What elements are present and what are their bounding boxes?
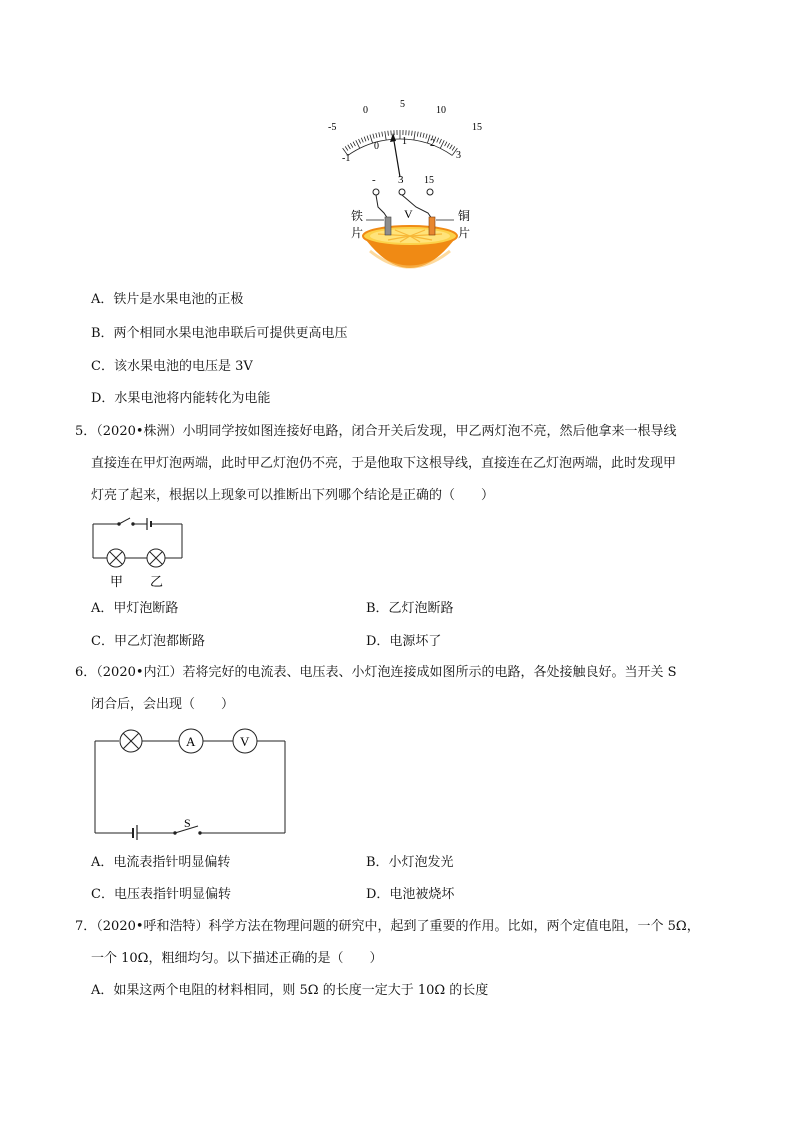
question-7-line-1: 7．（2020•呼和浩特）科学方法在物理问题的研究中，起到了重要的作用。比如，两个定值电阻，一个 5Ω， [75, 919, 700, 934]
scale-tick [450, 145, 453, 149]
scale-tick [361, 138, 363, 143]
iron-plate-label: 铁 [351, 209, 364, 223]
iron-plate [385, 217, 391, 235]
scale-label-top: 15 [472, 122, 482, 133]
lamp-label-jia: 甲 [110, 574, 124, 589]
question-5-line-3: 灯亮了起来，根据以上现象可以推断出下列哪个结论是正确的（ ） [91, 488, 495, 503]
scale-tick [388, 131, 389, 136]
option-c: C．该水果电池的电压是 3V [91, 359, 253, 374]
copper-plate-label: 铜 [458, 209, 471, 223]
scale-tick [412, 131, 413, 136]
scale-tick [414, 131, 415, 140]
option-c: C．电压表指针明显偏转 [91, 887, 231, 902]
scale-tick [356, 140, 360, 148]
scale-tick [353, 142, 355, 146]
scale-tick [367, 136, 369, 141]
scale-tick [376, 133, 377, 138]
scale-label-top: 5 [400, 99, 405, 110]
option-b: B．乙灯泡断路 [366, 601, 454, 616]
iron-plate-label: 片 [351, 226, 364, 240]
orange-half [363, 226, 457, 268]
lamp-label-yi: 乙 [150, 574, 164, 589]
option-b: B．两个相同水果电池串联后可提供更高电压 [91, 326, 348, 341]
scale-label-bottom: -1 [342, 153, 351, 164]
scale-tick [348, 145, 351, 149]
scale-tick [440, 140, 444, 148]
scale-tick [370, 135, 373, 144]
series-lamp-circuit [90, 512, 190, 590]
scale-tick [379, 132, 380, 137]
option-a: A．电流表指针明显偏转 [91, 855, 231, 870]
scale-tick [426, 134, 427, 139]
terminal-label: 15 [424, 175, 434, 186]
scale-tick [423, 133, 424, 138]
scale-label-bottom: 0 [374, 141, 379, 152]
option-a: A．铁片是水果电池的正极 [91, 292, 244, 307]
question-6-line-2: 闭合后，会出现（ ） [91, 697, 235, 712]
scale-arc [348, 139, 452, 155]
question-5-line-2: 直接连在甲灯泡两端，此时甲乙灯泡仍不亮，于是他取下这根导线，直接连在乙灯泡两端，此时发现甲 [91, 456, 677, 471]
scale-tick [359, 139, 361, 144]
option-d: D．水果电池将内能转化为电能 [91, 391, 271, 406]
terminal-label: - [372, 174, 376, 186]
scale-label-bottom: 2 [430, 138, 435, 149]
scale-tick [445, 142, 447, 146]
scale-tick [385, 131, 386, 140]
scale-tick [345, 146, 348, 150]
terminal-label: 3 [398, 174, 404, 186]
scale-tick [439, 139, 441, 144]
voltmeter-symbol: V [240, 734, 250, 749]
scale-label-top: 10 [436, 105, 446, 116]
copper-plate-label: 片 [458, 226, 471, 240]
scale-label-top: -5 [328, 122, 337, 133]
scale-tick [373, 134, 374, 139]
scale-tick [420, 132, 421, 137]
scale-tick [364, 137, 366, 142]
scale-label-bottom: 1 [402, 136, 407, 147]
scale-tick [437, 138, 439, 143]
option-d: D．电池被烧坏 [366, 887, 455, 902]
option-a: A．如果这两个电阻的材料相同，则 5Ω 的长度一定大于 10Ω 的长度 [91, 983, 489, 998]
scale-tick [417, 132, 418, 137]
voltmeter-symbol: V [404, 207, 413, 221]
question-5-line-1: 5．（2020•株洲）小明同学按如图连接好电路，闭合开关后发现，甲乙两灯泡不亮，然后他拿来一根导线 [75, 424, 677, 439]
option-d: D．电源坏了 [366, 634, 442, 649]
question-7-line-2: 一个 10Ω，粗细均匀。以下描述正确的是（ ） [91, 951, 383, 966]
option-a: A．甲灯泡断路 [91, 601, 179, 616]
option-b: B．小灯泡发光 [366, 855, 454, 870]
scale-tick [350, 143, 352, 147]
scale-tick [382, 132, 383, 137]
question-6-line-1: 6．（2020•内江）若将完好的电流表、电压表、小灯泡连接成如图所示的电路，各处接触良好。当开关 S [75, 665, 677, 680]
voltmeter-scale [343, 130, 458, 155]
scale-label-bottom: 3 [456, 150, 461, 161]
scale-tick [447, 143, 449, 147]
option-c: C．甲乙灯泡都断路 [91, 634, 205, 649]
ammeter-symbol: A [186, 734, 196, 749]
scale-label-top: 0 [363, 105, 368, 116]
meter-circuit [90, 725, 292, 840]
scale-tick [452, 146, 455, 150]
switch-label: S [184, 816, 191, 830]
copper-plate [429, 217, 435, 235]
fruit-battery-figure [320, 95, 500, 290]
